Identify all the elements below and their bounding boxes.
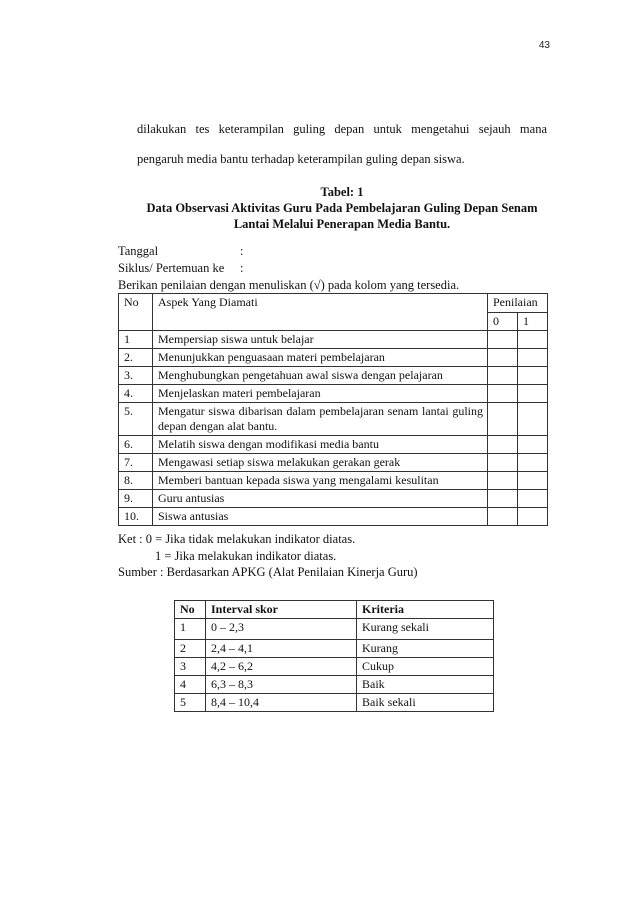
obs-row-no: 5. — [119, 403, 153, 436]
obs-row-no: 1 — [119, 331, 153, 349]
crit-header-no: No — [175, 601, 206, 619]
crit-row-kriteria: Kurang — [357, 640, 494, 658]
obs-row-score-1-cell[interactable] — [518, 490, 548, 508]
obs-row-aspect: Menunjukkan penguasaan materi pembelajaran — [153, 349, 488, 367]
obs-row-score-0-cell[interactable] — [488, 349, 518, 367]
obs-row-aspect: Melatih siswa dengan modifikasi media bantu — [153, 436, 488, 454]
obs-row-aspect: Menghubungkan pengetahuan awal siswa dengan pelajaran — [153, 367, 488, 385]
caption-label: Tabel: 1 — [320, 185, 364, 199]
obs-row-score-0-cell[interactable] — [488, 436, 518, 454]
note-ket-1: 1 = Jika melakukan indikator diatas. — [155, 548, 337, 563]
obs-row — [119, 385, 548, 403]
obs-row — [119, 472, 548, 490]
page-number: 43 — [538, 40, 550, 51]
obs-row-no: 2. — [119, 349, 153, 367]
field-tanggal — [118, 243, 243, 259]
body-paragraph-line-1: dilakukan tes keterampilan guling depan untuk mengetahui sejauh mana — [137, 122, 547, 136]
crit-row — [175, 619, 494, 640]
obs-row-no: 6. — [119, 436, 153, 454]
obs-row-score-0-cell[interactable] — [488, 367, 518, 385]
obs-row-score-1-cell[interactable] — [518, 385, 548, 403]
obs-row — [119, 454, 548, 472]
obs-header-no: No — [119, 294, 153, 331]
crit-row-no: 4 — [175, 676, 206, 694]
instruction-text: Berikan penilaian dengan menuliskan (√) pada kolom yang tersedia. — [118, 278, 460, 292]
obs-row — [119, 490, 548, 508]
obs-row-no: 4. — [119, 385, 153, 403]
crit-row-kriteria: Baik — [357, 676, 494, 694]
obs-row-score-0-cell[interactable] — [488, 508, 518, 526]
crit-row-kriteria: Cukup — [357, 658, 494, 676]
field-siklus — [118, 260, 243, 276]
obs-row-score-1-cell[interactable] — [518, 508, 548, 526]
crit-header-row — [175, 601, 494, 619]
obs-row-aspect: Menjelaskan materi pembelajaran — [153, 385, 488, 403]
obs-row-score-1-cell[interactable] — [518, 436, 548, 454]
obs-row-aspect: Mengawasi setiap siswa melakukan gerakan gerak — [153, 454, 488, 472]
caption-title-line-2: Lantai Melalui Penerapan Media Bantu. — [233, 217, 451, 231]
crit-row-no: 1 — [175, 619, 206, 640]
caption-title-line-1: Data Observasi Aktivitas Guru Pada Pembelajaran Guling Depan Senam — [146, 201, 538, 215]
obs-row-aspect: Siswa antusias — [153, 508, 488, 526]
obs-row-score-0-cell[interactable] — [488, 490, 518, 508]
crit-row-interval: 6,3 – 8,3 — [206, 676, 357, 694]
obs-row — [119, 349, 548, 367]
crit-row-kriteria: Baik sekali — [357, 694, 494, 712]
obs-row-score-1-cell[interactable] — [518, 349, 548, 367]
crit-row-interval: 2,4 – 4,1 — [206, 640, 357, 658]
crit-header-interval: Interval skor — [206, 601, 357, 619]
obs-row-score-0-cell[interactable] — [488, 472, 518, 490]
obs-row-score-1-cell[interactable] — [518, 367, 548, 385]
obs-row-no: 8. — [119, 472, 153, 490]
obs-row-no: 3. — [119, 367, 153, 385]
crit-row-interval: 4,2 – 6,2 — [206, 658, 357, 676]
obs-row-no: 9. — [119, 490, 153, 508]
obs-row-score-1-cell[interactable] — [518, 454, 548, 472]
obs-row-aspect: Memberi bantuan kepada siswa yang mengalami kesulitan — [153, 472, 488, 490]
obs-row-aspect: Mengatur siswa dibarisan dalam pembelajaran senam lantai guling depan dengan alat bantu. — [153, 403, 488, 436]
criteria-table — [174, 600, 494, 712]
crit-row — [175, 658, 494, 676]
crit-row-interval: 8,4 – 10,4 — [206, 694, 357, 712]
tanggal-label: Tanggal — [118, 244, 159, 258]
obs-row-no: 10. — [119, 508, 153, 526]
crit-row — [175, 676, 494, 694]
obs-header-score-0: 0 — [488, 312, 518, 331]
notes-block — [118, 531, 418, 581]
crit-row-no: 3 — [175, 658, 206, 676]
note-source: Sumber : Berdasarkan APKG (Alat Penilaian Kinerja Guru) — [118, 565, 418, 579]
obs-row-score-1-cell[interactable] — [518, 472, 548, 490]
obs-row-aspect: Mempersiap siswa untuk belajar — [153, 331, 488, 349]
crit-row-no: 2 — [175, 640, 206, 658]
table-caption — [118, 184, 566, 232]
siklus-label: Siklus/ Pertemuan ke — [118, 261, 225, 275]
obs-row — [119, 331, 548, 349]
obs-header-score: Penilaian — [488, 294, 548, 313]
obs-header-score-1: 1 — [518, 312, 548, 331]
tanggal-separator: : — [240, 244, 244, 258]
obs-row — [119, 508, 548, 526]
obs-row-aspect: Guru antusias — [153, 490, 488, 508]
obs-row — [119, 367, 548, 385]
observation-table — [118, 293, 548, 526]
obs-header-row — [119, 294, 548, 313]
crit-row — [175, 640, 494, 658]
crit-row-interval: 0 – 2,3 — [206, 619, 357, 640]
obs-row-no: 7. — [119, 454, 153, 472]
obs-row — [119, 403, 548, 436]
obs-row-score-0-cell[interactable] — [488, 385, 518, 403]
crit-row-no: 5 — [175, 694, 206, 712]
obs-row-score-0-cell[interactable] — [488, 403, 518, 436]
obs-header-aspect: Aspek Yang Diamati — [153, 294, 488, 331]
body-paragraph-line-2: pengaruh media bantu terhadap keterampilan guling depan siswa. — [137, 152, 465, 166]
obs-row-score-1-cell[interactable] — [518, 403, 548, 436]
note-ket-0: Ket : 0 = Jika tidak melakukan indikator diatas. — [118, 532, 356, 546]
obs-row-score-0-cell[interactable] — [488, 454, 518, 472]
crit-row-kriteria: Kurang sekali — [357, 619, 494, 640]
obs-row-score-0-cell[interactable] — [488, 331, 518, 349]
crit-row — [175, 694, 494, 712]
obs-row-score-1-cell[interactable] — [518, 331, 548, 349]
obs-row — [119, 436, 548, 454]
siklus-separator: : — [240, 261, 244, 275]
crit-header-kriteria: Kriteria — [357, 601, 494, 619]
